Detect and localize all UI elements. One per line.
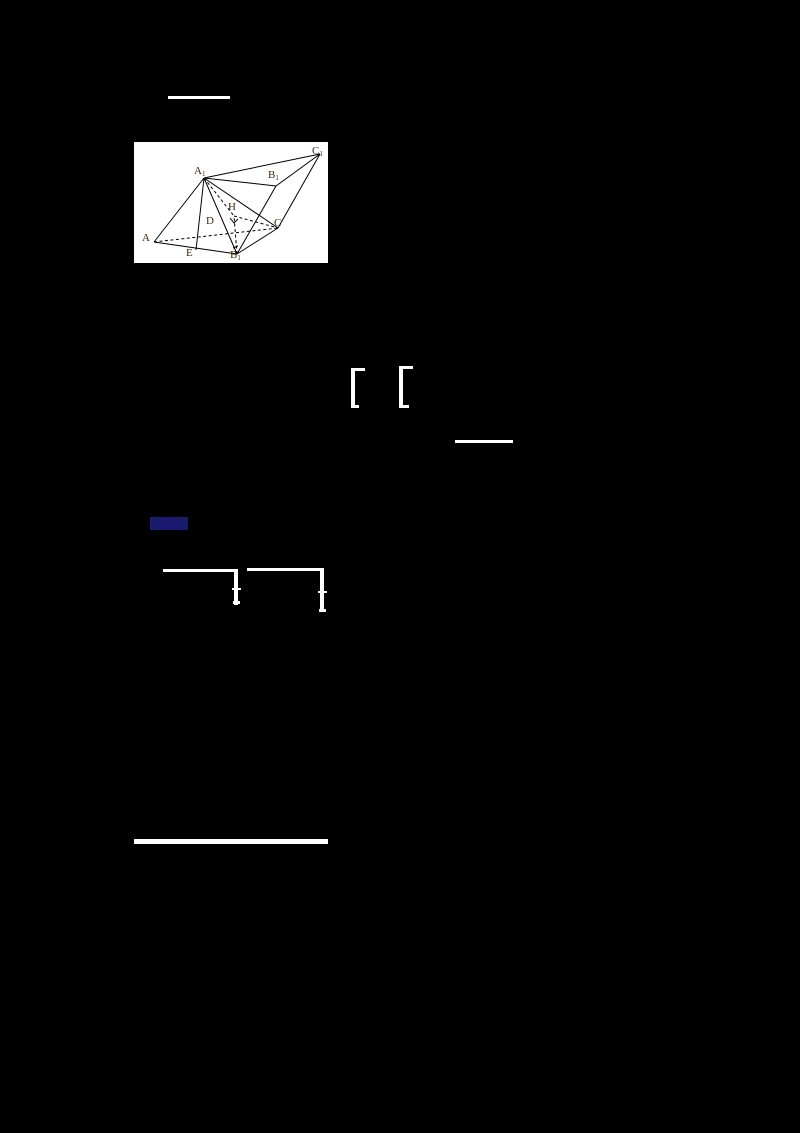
figure-vertex-C: C bbox=[274, 217, 282, 229]
figure-vertex-B1: $B_1$ bbox=[268, 169, 279, 182]
geometry-figure bbox=[134, 142, 328, 263]
figure-vertex-E: E bbox=[186, 247, 193, 259]
section-divider bbox=[134, 839, 328, 844]
body-rule-1 bbox=[455, 440, 513, 443]
blue-label bbox=[150, 517, 188, 530]
figure-vertex-A1: $A_1$ bbox=[194, 165, 206, 178]
figure-vertex-A: A bbox=[142, 232, 150, 244]
figure-vertex-C1: $C_1$ bbox=[312, 145, 323, 158]
figure-vertex-H: H bbox=[228, 201, 236, 213]
heading-rule bbox=[168, 96, 230, 99]
figure-vertex-B: $B_1$ bbox=[230, 249, 241, 262]
figure-vertex-D: D bbox=[206, 215, 214, 227]
